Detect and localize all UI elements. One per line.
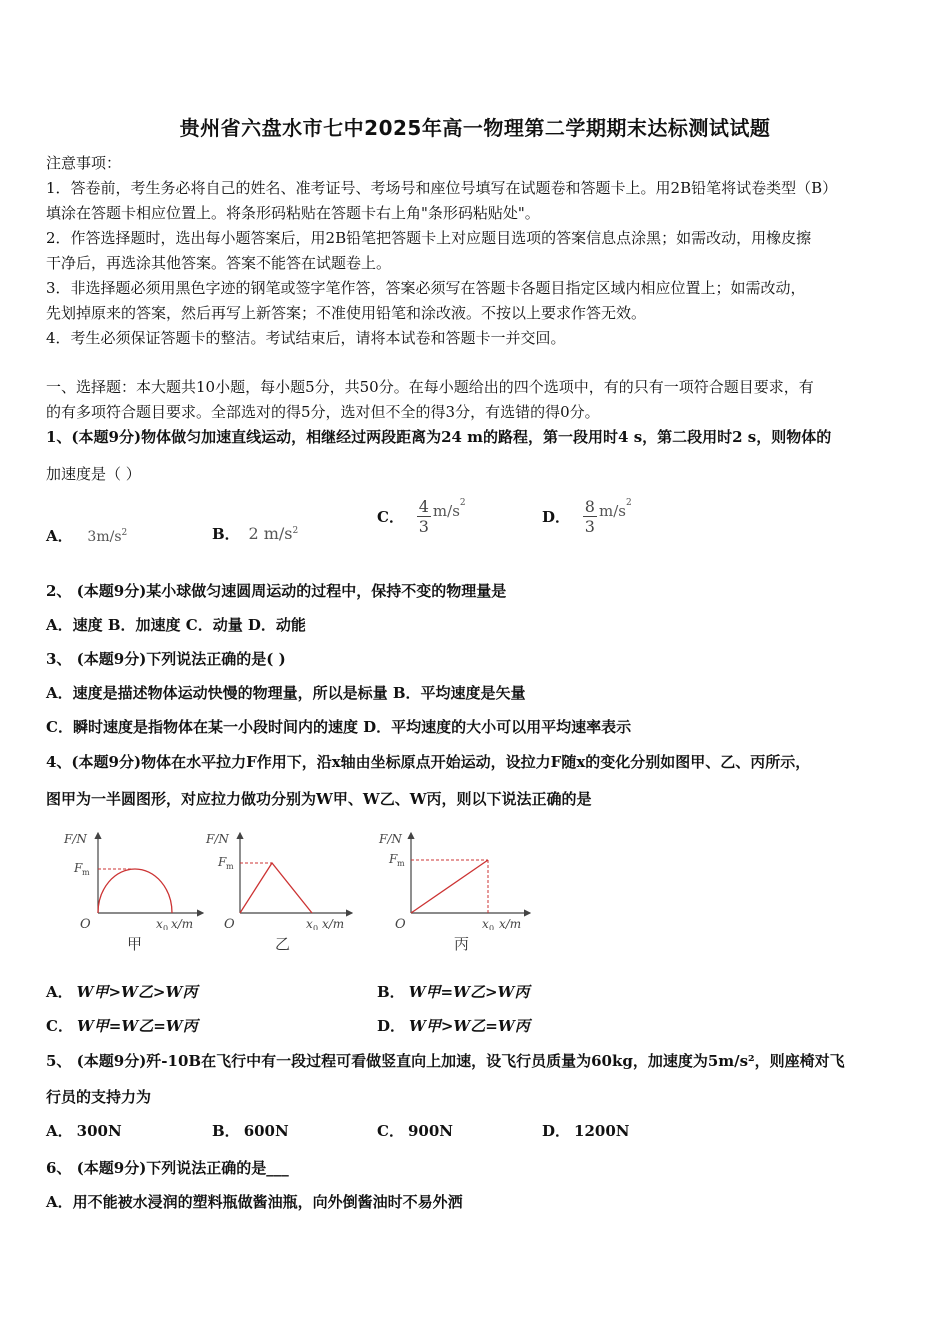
q4-option-d: [377, 1015, 530, 1037]
q3-stem: 3、 (本题9分)下列说法正确的是( ): [46, 650, 286, 668]
q1-option-b-label: B．: [212, 525, 240, 543]
q4-stem-line-2: 图甲为一半圆图形，对应拉力做功分别为W甲、W乙、W丙，则以下说法正确的是: [46, 790, 592, 808]
q5-option-a: [46, 1120, 122, 1142]
notice-line-1: 1．答卷前，考生务必将自己的姓名、准考证号、考场号和座位号填写在试题卷和答题卡上。用2B铅笔将试卷类型（B）: [46, 179, 838, 197]
q1-option-a-label: A．: [46, 527, 73, 545]
q1-option-c-fraction: [417, 497, 431, 536]
q4-option-a: [46, 981, 197, 1003]
graph-bing-fm: F: [389, 852, 398, 866]
notice-line-3: 2．作答选择题时，选出每小题答案后，用2B铅笔把答题卡上对应题目选项的答案信息点涂黑；如需改动，用橡皮擦: [46, 229, 812, 247]
q1-option-c-unit: m/s: [432, 501, 460, 520]
graph-jia-fm: F: [74, 861, 83, 875]
graph-yi-fm-sub: m: [226, 862, 234, 871]
graph-yi-xunit: x/m: [322, 917, 345, 930]
q4-option-b-label: B．: [377, 983, 405, 1001]
q4-option-b-text: W甲=W乙>W丙: [408, 983, 530, 1001]
graph-jia: [58, 825, 208, 930]
q5-option-a-text: 300N: [76, 1122, 122, 1140]
q1-option-d-label: D．: [542, 508, 571, 526]
graph-bing: [375, 825, 535, 930]
graph-bing-fm-sub: m: [397, 859, 405, 868]
notice-line-2: 填涂在答题卡相应位置上。将条形码粘贴在答题卡右上角"条形码粘贴处"。: [46, 204, 540, 222]
q4-option-d-text: W甲>W乙=W丙: [409, 1017, 530, 1035]
q1-option-d-unit: m/s: [598, 501, 626, 520]
graph-yi-fm: F: [218, 855, 227, 869]
graph-jia-origin: O: [80, 917, 91, 930]
q1-option-a-value: 3m/s: [87, 529, 122, 545]
q4-option-c-text: W甲=W乙=W丙: [76, 1017, 198, 1035]
q1-option-b-sup: 2: [292, 526, 299, 536]
graph-yi-ylabel: F/N: [206, 832, 229, 846]
graph-yi-caption: 乙: [275, 935, 291, 953]
graph-jia-x0-sub: 0: [163, 924, 169, 930]
q4-option-c-label: C．: [46, 1017, 73, 1035]
q2-stem: 2、 (本题9分)某小球做匀速圆周运动的过程中，保持不变的物理量是: [46, 582, 507, 600]
q5-stem-line-2: 行员的支持力为: [46, 1088, 152, 1106]
notice-heading: 注意事项：: [46, 154, 122, 172]
q3-options-line-2: C．瞬时速度是指物体在某一小段时间内的速度 D．平均速度的大小可以用平均速率表示: [46, 718, 632, 736]
q5-option-b: [212, 1120, 289, 1142]
graph-jia-x0: x: [156, 917, 163, 930]
q1-option-d-denominator: 3: [584, 517, 595, 536]
q5-stem-line-1: 5、 (本题9分)歼-10B在飞行中有一段过程可看做竖直向上加速，设飞行员质量为60kg，加速度为5m/s²，则座椅对飞: [46, 1052, 845, 1070]
q4-option-a-text: W甲>W乙>W丙: [76, 983, 198, 1001]
notice-line-5: 3．非选择题必须用黑色字迹的钢笔或签字笔作答，答案必须写在答题卡各题目指定区域内相应位置上；如需改动，: [46, 279, 806, 297]
q1-option-d-fraction: [583, 497, 597, 536]
q6-stem: 6、 (本题9分)下列说法正确的是___: [46, 1159, 289, 1177]
q4-stem-line-1: 4、(本题9分)物体在水平拉力F作用下，沿x轴由坐标原点开始运动，设拉力F随x的变化分别如图甲、乙、丙所示，: [46, 753, 811, 771]
q1-option-b: [212, 520, 298, 545]
graph-bing-origin: O: [395, 917, 406, 930]
graph-yi-x0-sub: 0: [313, 924, 319, 930]
q1-option-d: [542, 497, 632, 536]
graph-bing-curve: [411, 860, 488, 913]
graph-yi-x0: x: [306, 917, 313, 930]
q1-option-c-label: C．: [377, 508, 404, 526]
q2-options: A．速度 B．加速度 C．动量 D．动能: [46, 616, 306, 634]
q1-option-c-denominator: 3: [418, 517, 429, 536]
q5-option-d-text: 1200N: [574, 1122, 630, 1140]
q1-option-c-sup: 2: [459, 497, 466, 508]
q4-option-d-label: D．: [377, 1017, 406, 1035]
q1-option-d-numerator: 8: [584, 497, 595, 516]
q5-option-b-text: 600N: [243, 1122, 289, 1140]
q5-option-c-text: 900N: [407, 1122, 453, 1140]
graph-jia-curve: [98, 869, 172, 913]
graph-jia-fm-sub: m: [82, 868, 90, 877]
q1-option-a-sup: 2: [121, 528, 128, 538]
graph-bing-ylabel: F/N: [379, 832, 402, 846]
q5-option-a-label: A．: [46, 1122, 73, 1140]
page-title: 贵州省六盘水市七中2025年高一物理第二学期期末达标测试试题: [179, 116, 771, 140]
q1-option-c: [377, 497, 466, 536]
q1-option-b-value: 2 m/s: [248, 524, 293, 543]
q4-option-c: [46, 1015, 198, 1037]
section-line-2: 的有多项符合题目要求。全部选对的得5分，选对但不全的得3分，有选错的得0分。: [46, 403, 600, 421]
q4-option-b: [377, 981, 529, 1003]
q1-option-d-sup: 2: [625, 497, 632, 508]
q4-option-a-label: A．: [46, 983, 73, 1001]
q5-option-d: [542, 1120, 629, 1142]
q1-option-c-numerator: 4: [418, 497, 429, 516]
graph-jia-caption: 甲: [127, 935, 143, 953]
notice-line-7: 4．考生必须保证答题卡的整洁。考试结束后，请将本试卷和答题卡一并交回。: [46, 329, 566, 347]
graph-jia-ylabel: F/N: [64, 832, 87, 846]
q1-stem-line-2: 加速度是（ ）: [46, 465, 141, 483]
graph-bing-caption: 丙: [454, 935, 470, 953]
q5-option-c-label: C．: [377, 1122, 404, 1140]
q6-option-a: A．用不能被水浸润的塑料瓶做酱油瓶，向外倒酱油时不易外洒: [46, 1193, 463, 1211]
graph-jia-xunit: x/m: [171, 917, 194, 930]
graph-bing-x0-sub: 0: [489, 924, 495, 930]
graph-yi-origin: O: [224, 917, 235, 930]
q3-options-line-1: A．速度是描述物体运动快慢的物理量，所以是标量 B．平均速度是矢量: [46, 684, 526, 702]
q5-option-c: [377, 1120, 453, 1142]
notice-line-4: 干净后，再选涂其他答案。答案不能答在试题卷上。: [46, 254, 392, 272]
q1-option-a: [46, 522, 127, 548]
graph-bing-x0: x: [482, 917, 489, 930]
section-line-1: 一、选择题：本大题共10小题，每小题5分，共50分。在每小题给出的四个选项中，有的只有一项符合题目要求，有: [46, 378, 814, 396]
graph-yi-curve: [240, 863, 312, 913]
notice-line-6: 先划掉原来的答案，然后再写上新答案；不准使用铅笔和涂改液。不按以上要求作答无效。: [46, 304, 647, 322]
graph-bing-xunit: x/m: [499, 917, 522, 930]
q5-option-d-label: D．: [542, 1122, 571, 1140]
q1-stem-line-1: 1、(本题9分)物体做匀加速直线运动，相继经过两段距离为24 m的路程，第一段用时4 s，第二段用时2 s，则物体的: [46, 428, 832, 446]
q5-option-b-label: B．: [212, 1122, 240, 1140]
graph-yi: [202, 825, 357, 930]
